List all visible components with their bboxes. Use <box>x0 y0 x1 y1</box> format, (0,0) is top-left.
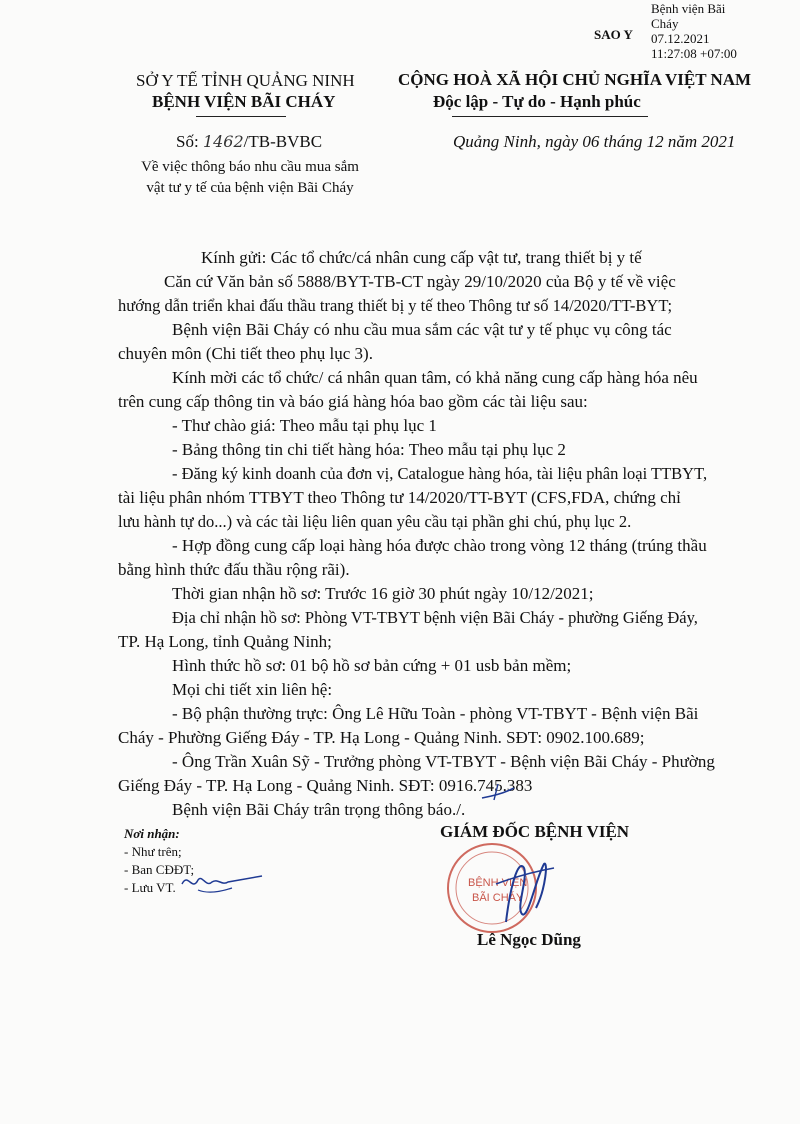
stamp-text-line1: BỆNH VIỆN <box>468 877 528 889</box>
body-line-22: - Ông Trần Xuân Sỹ - Trưởng phòng VT-TBYT - Bệnh viện Bãi Cháy - Phường <box>172 752 715 771</box>
org-name: BỆNH VIỆN BÃI CHÁY <box>152 92 336 111</box>
hospital-stamp-icon <box>432 838 562 938</box>
body-line-21: Cháy - Phường Giếng Đáy - TP. Hạ Long - Quảng Ninh. SĐT: 0902.100.689; <box>118 728 645 747</box>
dsig-line4: 11:27:08 +07:00 <box>651 46 737 61</box>
director-title: GIÁM ĐỐC BỆNH VIỆN <box>440 822 630 841</box>
recipient-item: - Lưu VT. <box>124 880 176 895</box>
body-line-13: - Hợp đồng cung cấp loại hàng hóa được chào trong vòng 12 tháng (trúng thầu <box>172 536 707 555</box>
closing-line: Bệnh viện Bãi Cháy trân trọng thông báo./. <box>172 800 466 819</box>
initial-signature-icon <box>178 868 268 898</box>
body-line-23: Giếng Đáy - TP. Hạ Long - Quảng Ninh. SĐT: 0916.745.383 <box>118 776 533 795</box>
body-line-15: Thời gian nhận hồ sơ: Trước 16 giờ 30 phút ngày 10/12/2021; <box>172 584 594 603</box>
subject <box>120 157 380 199</box>
body-line-04: Bệnh viện Bãi Cháy có nhu cầu mua sắm các vật tư y tế phục vụ công tác <box>172 320 672 339</box>
stamp-text-line2: BÃI CHÁY <box>472 892 524 904</box>
body-line-20: - Bộ phận thường trực: Ông Lê Hữu Toàn - phòng VT-TBYT - Bệnh viện Bãi <box>172 704 699 723</box>
body-line-05: chuyên môn (Chi tiết theo phụ lục 3). <box>118 344 373 363</box>
body-line-06: Kính mời các tổ chức/ cá nhân quan tâm, có khả năng cung cấp hàng hóa nêu <box>172 368 698 387</box>
body-line-09: - Bảng thông tin chi tiết hàng hóa: Theo mẫu tại phụ lục 2 <box>172 440 566 459</box>
copy-tag: SAO Y <box>594 27 633 42</box>
body-line-03: hướng dẫn triển khai đấu thầu trang thiết bị y tế theo Thông tư số 14/2020/TT-BYT; <box>118 296 673 315</box>
body-line-16: Địa chỉ nhận hồ sơ: Phòng VT-TBYT bệnh viện Bãi Cháy - phường Giếng Đáy, <box>172 608 698 627</box>
recipients-title: Nơi nhận: <box>124 826 180 841</box>
doc-no-prefix: Số: <box>176 132 199 151</box>
body-line-19: Mọi chi tiết xin liên hệ: <box>172 680 333 699</box>
org-underline <box>196 116 286 117</box>
body-line-07: trên cung cấp thông tin và báo giá hàng hóa bao gồm các tài liệu sau: <box>118 392 588 411</box>
subject-line2: vật tư y tế của bệnh viện Bãi Cháy <box>146 180 354 196</box>
motto: Độc lập - Tự do - Hạnh phúc <box>433 92 641 111</box>
body-line-02: Căn cứ Văn bản số 5888/BYT-TB-CT ngày 29/10/2020 của Bộ y tế về việc <box>164 272 676 291</box>
body-line-08: - Thư chào giá: Theo mẫu tại phụ lục 1 <box>172 416 437 435</box>
body-line-17: TP. Hạ Long, tỉnh Quảng Ninh; <box>118 632 332 651</box>
body-line-12: lưu hành tự do...) và các tài liệu liên quan yêu cầu tại phần ghi chú, phụ lục 2. <box>118 512 632 531</box>
digital-signature <box>651 1 771 61</box>
org-parent: SỞ Y TẾ TỈNH QUẢNG NINH <box>136 71 355 90</box>
nation-title: CỘNG HOÀ XÃ HỘI CHỦ NGHĨA VIỆT NAM <box>398 70 752 89</box>
dsig-line2: Cháy <box>651 16 679 31</box>
recipient-item: - Ban CĐĐT; <box>124 862 195 877</box>
body-line-14: bằng hình thức đấu thầu rộng rãi). <box>118 560 350 579</box>
subject-line1: Về việc thông báo nhu cầu mua sắm <box>141 159 359 175</box>
initial-mark-icon <box>480 776 520 806</box>
signer-name: Lê Ngọc Dũng <box>477 930 581 949</box>
place-date: Quảng Ninh, ngày 06 tháng 12 năm 2021 <box>453 132 736 151</box>
doc-no-handwritten: 1462 <box>202 132 244 151</box>
dsig-line1: Bệnh viện Bãi <box>651 1 726 16</box>
document-number <box>176 132 322 152</box>
greeting-line: Kính gửi: Các tổ chức/cá nhân cung cấp vật tư, trang thiết bị y tế <box>201 248 642 267</box>
body-line-11: tài liệu phân nhóm TTBYT theo Thông tư 14/2020/TT-BYT (CFS,FDA, chứng chỉ <box>118 488 681 507</box>
body-line-10: - Đăng ký kinh doanh của đơn vị, Catalogue hàng hóa, tài liệu phân loại TTBYT, <box>172 464 708 483</box>
doc-no-suffix: /TB-BVBC <box>243 132 323 151</box>
motto-underline <box>452 116 648 117</box>
dsig-line3: 07.12.2021 <box>651 31 710 46</box>
recipient-item: - Như trên; <box>124 844 182 859</box>
body-line-18: Hình thức hồ sơ: 01 bộ hồ sơ bản cứng + 01 usb bản mềm; <box>172 656 572 675</box>
